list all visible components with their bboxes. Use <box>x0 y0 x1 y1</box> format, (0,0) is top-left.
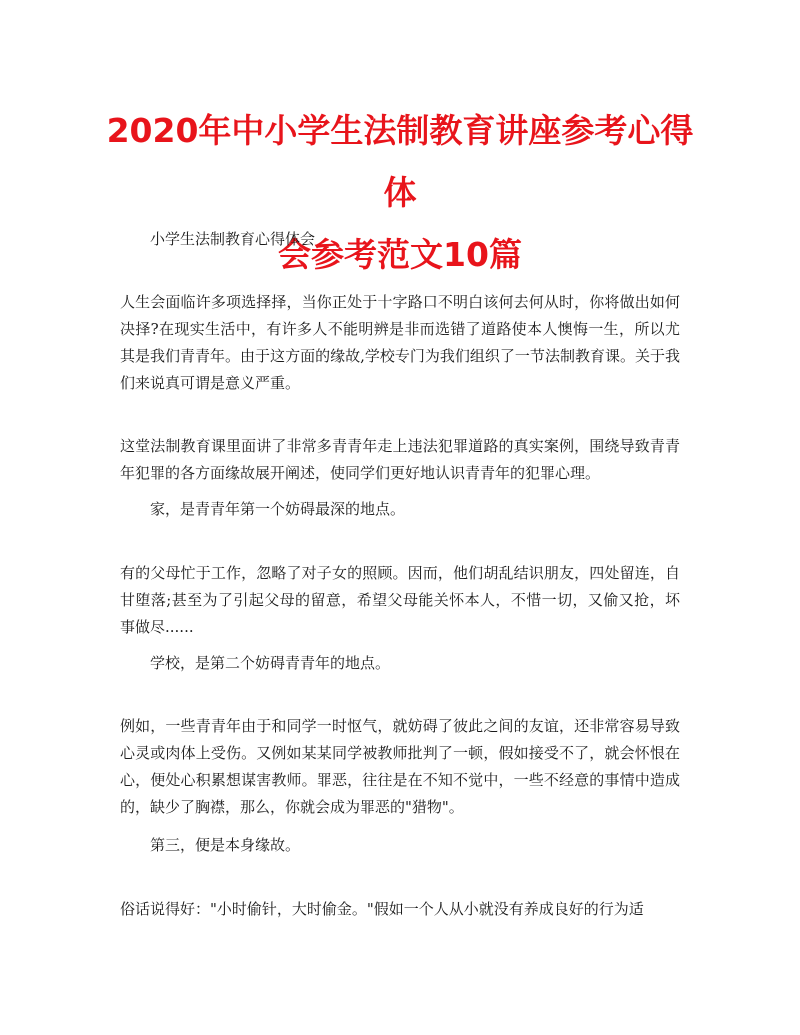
document-title <box>100 100 700 286</box>
subtitle: 小学生法制教育心得体会 <box>150 230 316 248</box>
paragraph-3: 家，是青青年第一个妨碍最深的地点。 <box>150 500 406 518</box>
paragraph-1: 人生会面临许多项选择择，当你正处于十字路口不明白该何去何从时，你将做出如何决择?在现实生活中，有许多人不能明辨是非而选错了道路使本人懊悔一生，所以尤其是我们青青年。由于这方面的缘故,学校专门为我们组织了一节法制教育课。关于我们来说真可谓是意义严重。 <box>120 293 680 392</box>
paragraph-2: 这堂法制教育课里面讲了非常多青青年走上违法犯罪道路的真实案例，围绕导致青青年犯罪的各方面缘故展开阐述，使同学们更好地认识青青年的犯罪心理。 <box>120 437 680 482</box>
title-line-1: 2020年中小学生法制教育讲座参考心得体 <box>106 111 694 212</box>
paragraph-5: 学校，是第二个妨碍青青年的地点。 <box>150 654 391 672</box>
paragraph-4: 有的父母忙于工作，忽略了对子女的照顾。因而，他们胡乱结识朋友，四处留连，自甘堕落;甚至为了引起父母的留意，希望父母能关怀本人，不惜一切，又偷又抢，坏事做尽...... <box>120 564 680 636</box>
paragraph-8: 俗话说得好："小时偷针，大时偷金。"假如一个人从小就没有养成良好的行为适 <box>120 900 644 918</box>
paragraph-7: 第三，便是本身缘故。 <box>150 836 301 854</box>
paragraph-6: 例如，一些青青年由于和同学一时怄气，就妨碍了彼此之间的友谊，还非常容易导致心灵或肉体上受伤。又例如某某同学被教师批判了一顿，假如接受不了，就会怀恨在心，便处心积累想谋害教师。罪恶，往往是在不知不觉中，一些不经意的事情中造成的，缺少了胸襟，那么，你就会成为罪恶的"猎物"。 <box>120 717 680 816</box>
title-line-2: 会参考范文10篇 <box>278 235 522 274</box>
